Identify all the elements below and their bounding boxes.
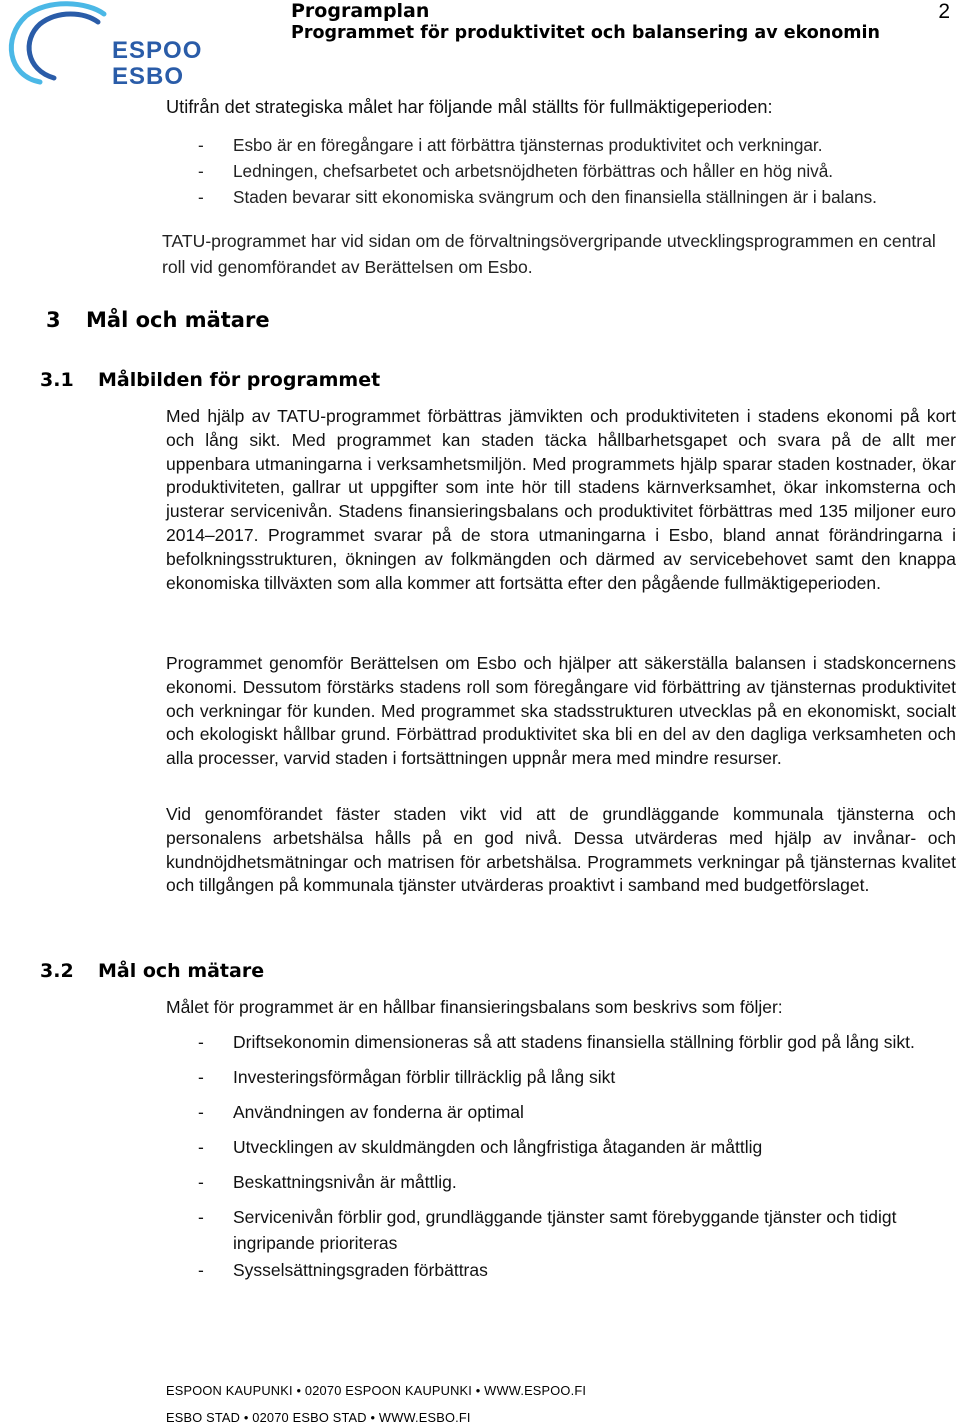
- list-item: - Investeringsförmågan förblir tillräcklig på lång sikt: [198, 1064, 958, 1090]
- footer-swedish: ESBO STAD • 02070 ESBO STAD • WWW.ESBO.FI: [166, 1410, 471, 1425]
- paragraph-1: Med hjälp av TATU-programmet förbättras jämvikten och produktiviteten i stadens ekonomi på kort och lång sikt. Med programmet kan staden täcka hållbarhetsgapet och svara på de allt mer uppenbara utmaningarna i verksamhetsmiljön. Med programmets hjälp sparar staden kostnader, ökar produktiviteten, gallrar ut uppgifter som inte hör till stadens kärnverksamhet, ökar inkomsterna och justerar servicenivån. Stadens finansieringsbalans och produktivitet förbättras med 135 miljoner euro 2014–2017. Programmet svarar på de stora utmaningarna i Esbo, bland annat förändringarna i befolkningsstrukturen, ökningen av folkmängden och därmed av servicebehovet samt den knappa ekonomiska tillväxten som alla kommer att fortsätta efter den pågående fullmäktigeperioden.: [166, 406, 956, 593]
- section-number: 3.1: [40, 369, 74, 391]
- bullet-dash: -: [198, 1032, 204, 1052]
- tatu-paragraph: TATU-programmet har vid sidan om de förvaltningsövergripande utvecklingsprogrammen en central roll vid genomförandet av Berättelsen om Esbo.: [162, 231, 936, 277]
- section-3-1-heading: [40, 366, 380, 394]
- bullet-dash: -: [198, 161, 204, 181]
- intro-goal-list: [198, 132, 958, 210]
- section-3-2-intro: Målet för programmet är en hållbar finansieringsbalans som beskrivs som följer:: [166, 997, 783, 1017]
- bullet-dash: -: [198, 1137, 204, 1157]
- logo-line-espoo: ESPOO: [112, 37, 203, 64]
- bullet-dash: -: [198, 1067, 204, 1087]
- list-item: - Utvecklingen av skuldmängden och långfristiga åtaganden är måttlig: [198, 1134, 958, 1160]
- bullet-dash: -: [198, 1102, 204, 1122]
- section-number: 3.2: [40, 960, 74, 982]
- document-subtitle: Programmet för produktivitet och balansering av ekonomin: [291, 23, 880, 43]
- intro-text: Utifrån det strategiska målet har följande mål ställts för fullmäktigeperioden:: [166, 97, 773, 117]
- section-3-2-heading: [40, 957, 264, 985]
- bullet-dash: -: [198, 1260, 204, 1280]
- section-3-heading: [46, 305, 270, 335]
- section-title: Mål och mätare: [98, 960, 265, 982]
- measure-list: [198, 1029, 958, 1292]
- section-number: 3: [46, 308, 61, 332]
- logo-wordmark: [112, 38, 202, 90]
- bullet-dash: -: [198, 1172, 204, 1192]
- bullet-dash: -: [198, 187, 204, 207]
- page-number: 2: [938, 0, 950, 23]
- section-title: Målbilden för programmet: [98, 369, 381, 391]
- list-item: - Driftsekonomin dimensioneras så att stadens finansiella ställning förblir god på lång sikt.: [198, 1029, 958, 1055]
- bullet-dash: -: [198, 135, 204, 155]
- document-title: Programplan: [291, 0, 430, 22]
- section-title: Mål och mätare: [86, 308, 270, 332]
- paragraph-2: Programmet genomför Berättelsen om Esbo och hjälper att säkerställa balansen i stadskoncernens ekonomi. Dessutom förstärks stadens roll som föregångare vid förbättring av tjänsternas produktivitet och verkningar för kunden. Med programmet ska stadsstrukturen utvecklas på en ekonomiskt, socialt och ekologiskt hållbar grund. Förbättrad produktivitet ska bli en del av den dagliga verksamheten och alla processer, varvid staden i fortsättningen uppnår mera med mindre resurser.: [166, 653, 956, 769]
- list-item: - Esbo är en föregångare i att förbättra tjänsternas produktivitet och verkningar.: [198, 132, 958, 158]
- list-item: - Användningen av fonderna är optimal: [198, 1099, 958, 1125]
- list-item: - Sysselsättningsgraden förbättras: [198, 1257, 958, 1283]
- paragraph-3: Vid genomförandet fäster staden vikt vid att de grundläggande kommunala tjänsterna och personalens arbetshälsa hålls på en god nivå. Dessa utvärderas med hjälp av invånar- och kundnöjdhetsmätningar och matrisen för arbetshälsa. Programmets verkningar på tjänsternas kvalitet och tillgången på kommunala tjänster utvärderas proaktivt i samband med budgetförslaget.: [166, 804, 956, 896]
- bullet-dash: -: [198, 1207, 204, 1227]
- footer-finnish: ESPOON KAUPUNKI • 02070 ESPOON KAUPUNKI • WWW.ESPOO.FI: [166, 1383, 587, 1398]
- list-item: - Ledningen, chefsarbetet och arbetsnöjdheten förbättras och håller en hög nivå.: [198, 158, 958, 184]
- espoo-logo-arc-icon: [4, 0, 114, 86]
- list-item: - Beskattningsnivån är måttlig.: [198, 1169, 958, 1195]
- logo-line-esbo: ESBO: [112, 63, 185, 90]
- espoo-logo: [4, 0, 203, 90]
- list-item: - Staden bevarar sitt ekonomiska svängrum och den finansiella ställningen är i balans.: [198, 184, 958, 210]
- list-item: - Servicenivån förblir god, grundläggande tjänster samt förebyggande tjänster och tidigt ingripande prioriteras: [198, 1204, 958, 1256]
